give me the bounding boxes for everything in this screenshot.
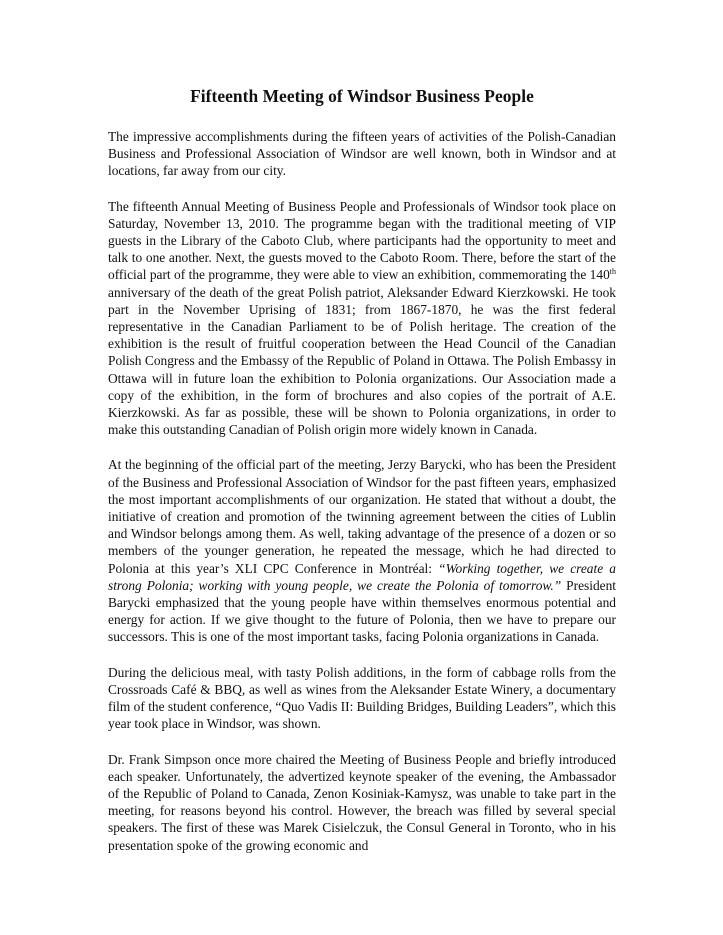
paragraph-president-text-b: President Barycki emphasized that the young people have within themselves enormous potential and energy for action. If we give thought to the future of Polonia, then we have to prepare our successors. This is one of the most important tasks, facing Polonia organizations in Canada. xyxy=(108,577,616,645)
paragraph-president-text-a: At the beginning of the official part of the meeting, Jerzy Barycki, who has been the President of the Business and Professional Association of Windsor for the past fifteen years, emphasized the most important accomplishments of our organization. He stated that without a doubt, the initiative of creation and promotion of the twinning agreement between the cities of Lublin and Windsor belongs among them. As well, taking advantage of the presence of a dozen or so members of the younger generation, he repeated the message, which he had directed to Polonia at this year’s XLI CPC Conference in Montréal: xyxy=(108,457,616,576)
ordinal-superscript: th xyxy=(609,267,616,277)
paragraph-speakers-text: Dr. Frank Simpson once more chaired the Meeting of Business People and briefly introduced each speaker. Unfortunately, the advertized keynote speaker of the evening, the Ambassador of the Republic of Poland to Canada, Zenon Kosiniak-Kamysz, was unable to take part in the meeting, for reasons beyond his control. However, the breach was filled by several special speakers. The first of these was Marek Cisielczuk, the Consul General in Toronto, who in his presentation spoke of the growing economic and xyxy=(108,751,616,853)
president-quote: “Working together, we create a strong Polonia; working with young people, we create the Polonia of tomorrow.” xyxy=(108,560,616,593)
paragraph-meeting-exhibition xyxy=(108,198,616,439)
paragraph-meal-film xyxy=(108,664,616,733)
paragraph-meal-text: During the delicious meal, with tasty Polish additions, in the form of cabbage rolls from the Crossroads Café & BBQ, as well as wines from the Aleksander Estate Winery, a documentary film of the student conference, “Quo Vadis II: Building Bridges, Building Leaders”, which this year took place in Windsor, was shown. xyxy=(108,664,616,732)
paragraph-meeting-text-a: The fifteenth Annual Meeting of Business People and Professionals of Windsor took place on Saturday, November 13, 2010. The programme began with the traditional meeting of VIP guests in the Library of the Caboto Club, where participants had the opportunity to meet and talk to one another. Next, the guests moved to the Caboto Room. There, before the start of the official part of the programme, they were able to view an exhibition, commemorating the 140 xyxy=(108,198,616,283)
paragraph-speakers xyxy=(108,751,616,854)
page-title: Fifteenth Meeting of Windsor Business People xyxy=(190,86,534,106)
paragraph-president-speech xyxy=(108,456,616,645)
paragraph-meeting-text-b: anniversary of the death of the great Polish patriot, Aleksander Edward Kierzkowski. He took part in the November Uprising of 1831; from 1867-1870, he was the first federal representative in the Canadian Parliament to be of Polish heritage. The creation of the exhibition is the result of fruitful cooperation between the Head Council of the Canadian Polish Congress and the Embassy of the Republic of Poland in Ottawa. The Polish Embassy in Ottawa will in future loan the exhibition to Polonia organizations. Our Association made a copy of the exhibition, in the form of brochures and also copies of the portrait of A.E. Kierzkowski. As far as possible, these will be shown to Polonia organizations, in order to make this outstanding Canadian of Polish origin more widely known in Canada. xyxy=(108,284,616,438)
paragraph-intro xyxy=(108,128,616,180)
document-page xyxy=(108,0,616,854)
paragraph-intro-text: The impressive accomplishments during the fifteen years of activities of the Polish-Canadian Business and Professional Association of Windsor are well known, both in Windsor and at locations, far away from our city. xyxy=(108,129,616,179)
